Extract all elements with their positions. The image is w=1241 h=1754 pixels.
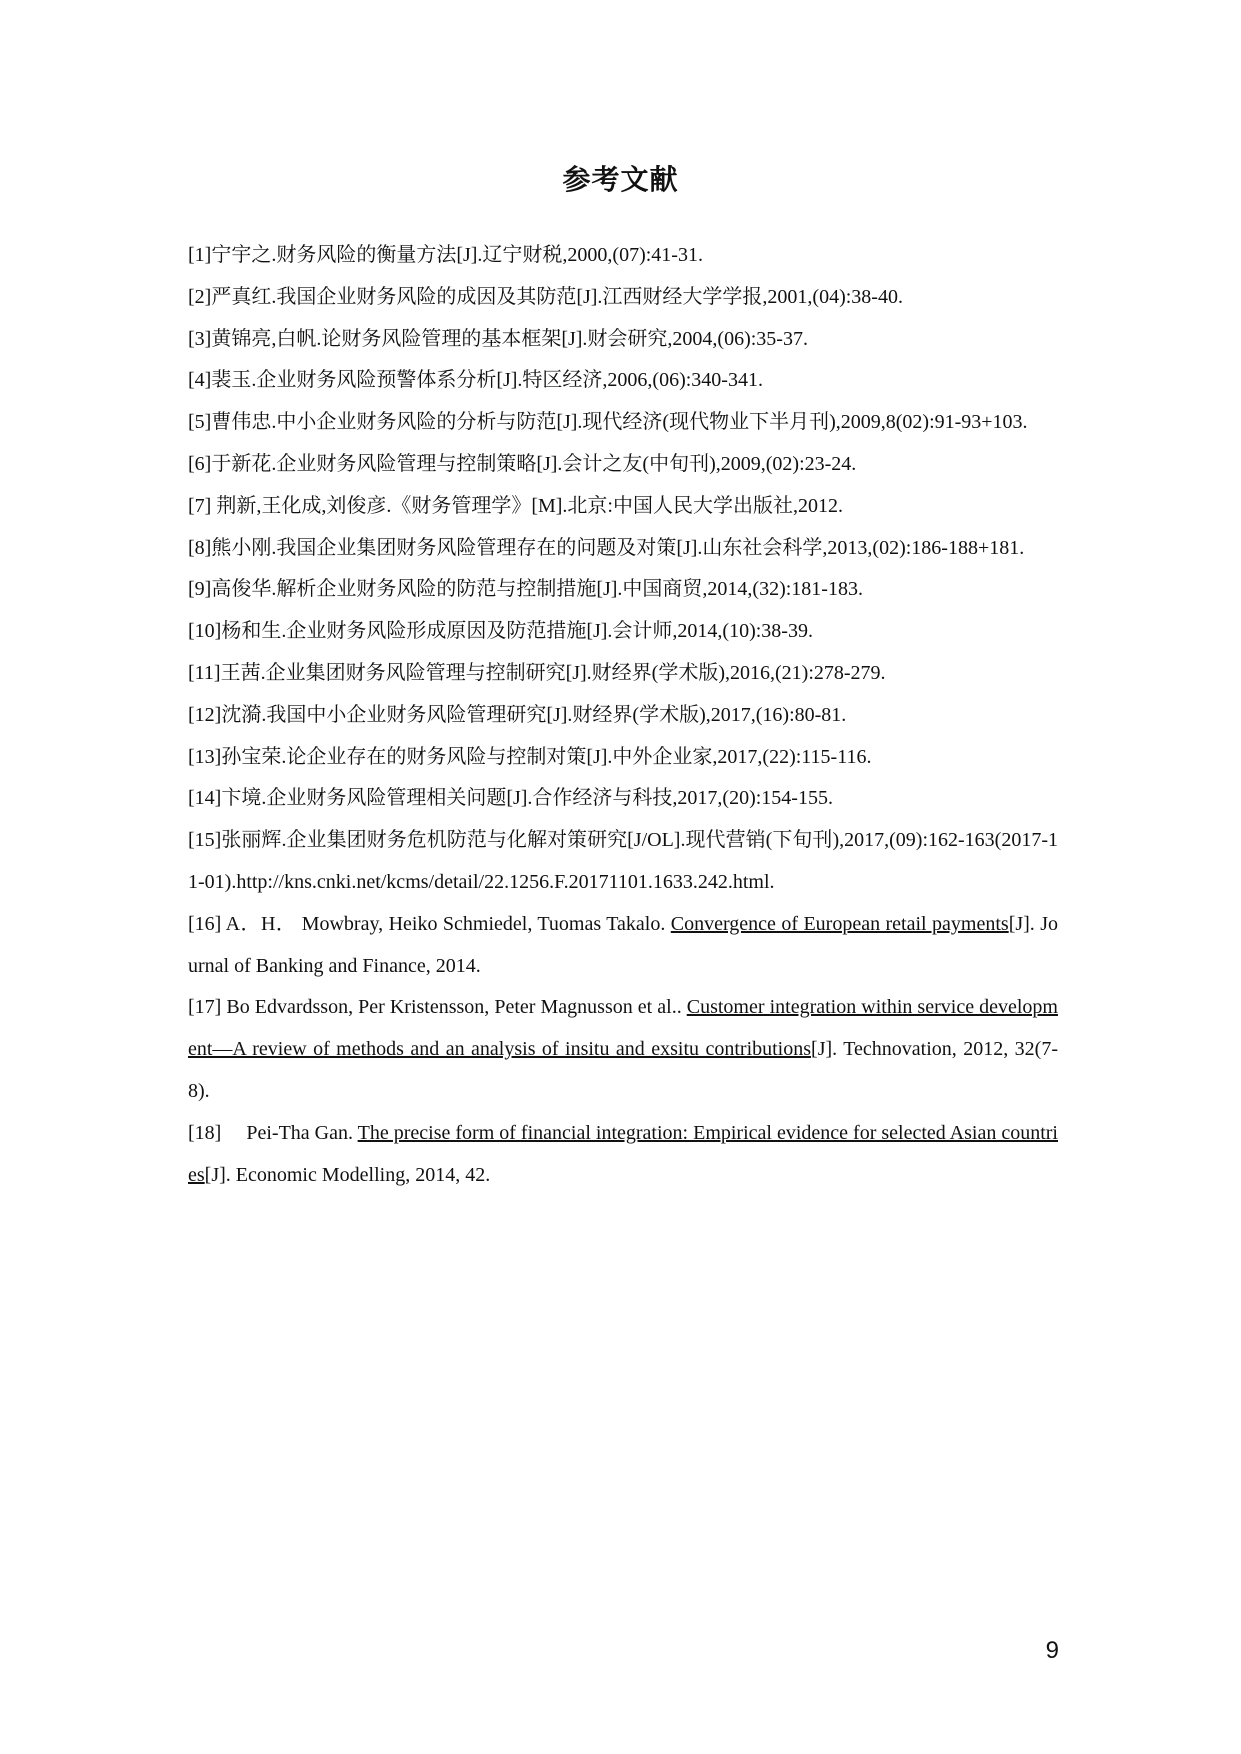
reference-title-link[interactable]: The precise form of financial integration: Empirical evidence for selected Asian countries	[188, 1121, 1058, 1186]
reference-authors: [16] A．H． Mowbray, Heiko Schmiedel, Tuomas Takalo.	[188, 912, 671, 935]
reference-source: [J]. Technovation, 2012, 32(7-8).	[188, 1038, 1058, 1102]
reference-item-14: [14]卞境.企业财务风险管理相关问题[J].合作经济与科技,2017,(20):154-155.	[188, 787, 833, 810]
reference-item-13: [13]孙宝荣.论企业存在的财务风险与控制对策[J].中外企业家,2017,(22):115-116.	[188, 745, 872, 768]
page-number: 9	[1045, 1637, 1059, 1664]
reference-item-6: [6]于新花.企业财务风险管理与控制策略[J].会计之友(中旬刊),2009,(02):23-24.	[188, 452, 857, 475]
reference-list	[188, 235, 1058, 1196]
reference-item-10: [10]杨和生.企业财务风险形成原因及防范措施[J].会计师,2014,(10):38-39.	[188, 620, 813, 643]
reference-item-15: [15]张丽辉.企业集团财务危机防范与化解对策研究[J/OL].现代营销(下旬刊),2017,(09):162-163(2017-11-01).http://kns.cnki.net/kcms/detail/22.1256.F.20171101.1633.242.html.	[188, 829, 1058, 893]
reference-item-4: [4]裴玉.企业财务风险预警体系分析[J].特区经济,2006,(06):340-341.	[188, 369, 763, 392]
reference-item-7: [7] 荆新,王化成,刘俊彦.《财务管理学》[M].北京:中国人民大学出版社,2012.	[188, 494, 843, 517]
reference-authors: [17] Bo Edvardsson, Per Kristensson, Peter Magnusson et al..	[188, 996, 687, 1019]
reference-title-link[interactable]: Customer integration within service development—A review of methods and an analysis of insitu and exsitu contributions	[188, 996, 1058, 1061]
page-title: 参考文献	[562, 163, 679, 196]
reference-item-18	[188, 1113, 1058, 1197]
reference-title-link[interactable]: Convergence of European retail payments	[670, 912, 1009, 935]
reference-item-17	[188, 987, 1058, 1112]
reference-item-8: [8]熊小刚.我国企业集团财务风险管理存在的问题及对策[J].山东社会科学,2013,(02):186-188+181.	[188, 536, 1025, 559]
reference-item-12: [12]沈漪.我国中小企业财务风险管理研究[J].财经界(学术版),2017,(16):80-81.	[188, 703, 847, 726]
reference-item-2: [2]严真红.我国企业财务风险的成因及其防范[J].江西财经大学学报,2001,(04):38-40.	[188, 285, 903, 308]
reference-item-16	[188, 904, 1058, 988]
reference-item-3: [3]黄锦亮,白帆.论财务风险管理的基本框架[J].财会研究,2004,(06):35-37.	[188, 327, 808, 350]
reference-item-5: [5]曹伟忠.中小企业财务风险的分析与防范[J].现代经济(现代物业下半月刊),2009,8(02):91-93+103.	[188, 411, 1028, 434]
reference-source: [J]. Economic Modelling, 2014, 42.	[204, 1163, 491, 1186]
reference-item-9: [9]高俊华.解析企业财务风险的防范与控制措施[J].中国商贸,2014,(32):181-183.	[188, 578, 863, 601]
reference-item-1: [1]宁宇之.财务风险的衡量方法[J].辽宁财税,2000,(07):41-31.	[188, 244, 703, 266]
reference-item-11: [11]王茜.企业集团财务风险管理与控制研究[J].财经界(学术版),2016,(21):278-279.	[188, 661, 886, 684]
reference-authors: [18] Pei-Tha Gan.	[188, 1121, 358, 1144]
reference-source: [J]. Journal of Banking and Finance, 2014.	[188, 912, 1059, 977]
